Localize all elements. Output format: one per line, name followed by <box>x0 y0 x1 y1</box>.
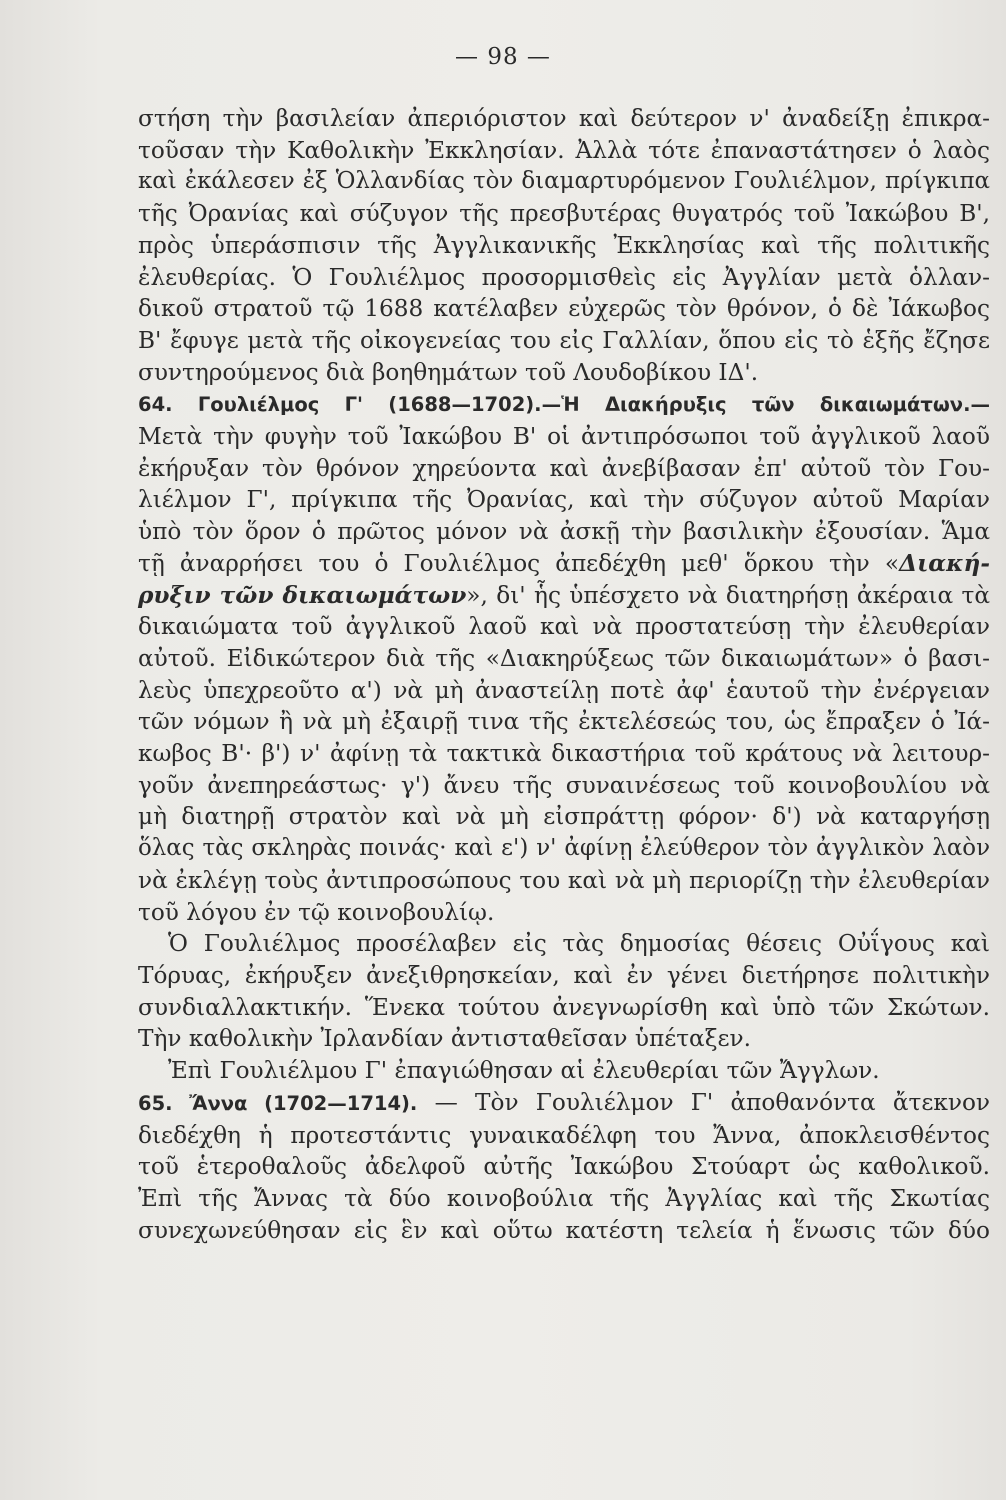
text-line: μὴ διατηρῇ στρατὸν καὶ νὰ μὴ εἰσπράττῃ φόρον· δ') νὰ καταργήσῃ <box>138 803 990 831</box>
text-line: τοῦσαν τὴν Καθολικὴν Ἐκκλησίαν. Ἀλλὰ τότε ἐπαναστάτησεν ὁ λαὸς <box>138 136 990 164</box>
text-line: Ὁ Γουλιέλμος προσέλαβεν εἰς τὰς δημοσίας θέσεις Οὐΐγους καὶ <box>168 930 990 958</box>
text-line: κωβος Β'· β') ν' ἀφίνῃ τὰ τακτικὰ δικαστήρια τοῦ κράτους νὰ λειτουρ- <box>138 740 990 768</box>
text-line: ὅλας τὰς σκληρὰς ποινάς· καὶ ε') ν' ἀφίνῃ ἐλεύθερον τὸν ἀγγλικὸν λαὸν <box>138 835 990 862</box>
section-heading-65 <box>138 1087 990 1120</box>
text-line: στήση τὴν βασιλείαν ἀπεριόριστον καὶ δεύτερον ν' ἀναδείξῃ ἐπικρα- <box>138 105 990 132</box>
text-line: ἐλευθερίας. Ὁ Γουλιέλμος προσορμισθεὶς εἰς Ἀγγλίαν μετὰ ὁλλαν- <box>138 263 990 291</box>
section-heading-64 <box>138 388 990 421</box>
text-line: πρὸς ὑπεράσπισιν τῆς Ἀγγλικανικῆς Ἐκκλησίας καὶ τῆς πολιτικῆς <box>138 231 990 259</box>
text-segment: — Τὸν Γουλιέλμον Γ' ἀποθανόντα ἄτεκνον <box>417 1088 991 1116</box>
text-line: ὑπὸ τὸν ὅρον ὁ πρῶτος μόνον νὰ ἀσκῇ τὴν βασιλικὴν ἐξουσίαν. Ἅμα <box>138 518 990 546</box>
text-line: τοῦ λόγου ἐν τῷ κοινοβουλίῳ. <box>138 898 495 926</box>
text-line: ἐκήρυξαν τὸν θρόνον χηρεύοντα καὶ ἀνεβίβασαν ἐπ' αὐτοῦ τὸν Γου- <box>138 454 990 482</box>
text-line: λεὺς ὑπεχρεοῦτο α') νὰ μὴ ἀναστείλῃ ποτὲ ἀφ' ἑαυτοῦ τὴν ἐνέργειαν <box>138 676 990 704</box>
text-line: αὐτοῦ. Εἰδικώτερον διὰ τῆς «Διακηρύξεως τῶν δικαιωμάτων» ὁ βασι- <box>138 644 990 672</box>
section-heading-text: 64. Γουλιέλμος Γ' (1688—1702).—Ἡ Διακήρυξις τῶν δικαιωμάτων.— <box>138 393 990 417</box>
text-line <box>138 580 990 612</box>
text-segment: τῇ ἀναρρήσει του ὁ Γουλιέλμος ἀπεδέχθη μεθ' ὅρκου τὴν « <box>138 549 900 577</box>
text-line: τῶν νόμων ἢ νὰ μὴ ἐξαιρῇ τινα τῆς ἐκτελέσεώς του, ὡς ἔπραξεν ὁ Ἰά- <box>138 708 990 736</box>
text-line: δικοῦ στρατοῦ τῷ 1688 κατέλαβεν εὐχερῶς τὸν θρόνον, ὁ δὲ Ἰάκωβος <box>138 295 990 323</box>
text-segment: », δι' ἧς ὑπέσχετο νὰ διατηρήσῃ ἀκέραια τὰ <box>466 581 990 609</box>
text-line <box>138 548 990 580</box>
text-line: συνεχωνεύθησαν εἰς ἓν καὶ οὕτω κατέστη τελεία ἡ ἕνωσις τῶν δύο <box>138 1216 990 1244</box>
text-line: λιέλμον Γ', πρίγκιπα τῆς Ὀρανίας, καὶ τὴν σύζυγον αὐτοῦ Μαρίαν <box>138 486 990 514</box>
text-line: διεδέχθη ἡ προτεστάντις γυναικαδέλφη του Ἄννα, ἀποκλεισθέντος <box>138 1121 990 1149</box>
page-number: — 98 — <box>455 44 551 70</box>
text-line: Ἐπὶ Γουλιέλμου Γ' ἐπαγιώθησαν αἱ ἐλευθερίαι τῶν Ἄγγλων. <box>168 1057 880 1085</box>
text-line: νὰ ἐκλέγῃ τοὺς ἀντιπροσώπους του καὶ νὰ μὴ περιορίζῃ τὴν ἐλευθερίαν <box>138 866 990 894</box>
text-line: τῆς Ὀρανίας καὶ σύζυγον τῆς πρεσβυτέρας θυγατρός τοῦ Ἰακώβου Β', <box>138 200 990 228</box>
text-line: γοῦν ἀνεπηρεάστως· γ') ἄνευ τῆς συναινέσεως τοῦ κοινοβουλίου νὰ <box>138 771 990 799</box>
text-line: τοῦ ἑτεροθαλοῦς ἀδελφοῦ αὐτῆς Ἰακώβου Στούαρτ ὡς καθολικοῦ. <box>138 1153 990 1181</box>
text-line: Ἐπὶ τῆς Ἄννας τὰ δύο κοινοβούλια τῆς Ἀγγλίας καὶ τῆς Σκωτίας <box>138 1184 990 1212</box>
body-text <box>138 103 990 1246</box>
text-line: καὶ ἐκάλεσεν ἐξ Ὁλλανδίας τὸν διαμαρτυρόμενον Γουλιέλμον, πρίγκιπα <box>138 168 990 195</box>
text-line: συντηρούμενος διὰ βοηθημάτων τοῦ Λουδοβίκου ΙΔ'. <box>138 358 759 386</box>
section-heading-text: 65. Ἄννα (1702—1714). <box>138 1091 418 1115</box>
text-line: δικαιώματα τοῦ ἀγγλικοῦ λαοῦ καὶ νὰ προστατεύσῃ τὴν ἐλευθερίαν <box>138 613 990 641</box>
text-line: συνδιαλλακτικήν. Ἕνεκα τούτου ἀνεγνωρίσθη καὶ ὑπὸ τῶν Σκώτων. <box>138 993 990 1021</box>
text-line: Τόρυας, ἐκήρυξεν ἀνεξιθρησκείαν, καὶ ἐν γένει διετήρησε πολιτικὴν <box>138 961 990 989</box>
text-line: Β' ἔφυγε μετὰ τῆς οἰκογενείας του εἰς Γαλλίαν, ὅπου εἰς τὸ ἑξῆς ἔζησε <box>138 326 990 354</box>
text-line: Μετὰ τὴν φυγὴν τοῦ Ἰακώβου Β' οἱ ἀντιπρόσωποι τοῦ ἀγγλικοῦ λαοῦ <box>138 423 990 451</box>
emphasis-text: Διακή- <box>899 549 990 577</box>
emphasis-text: ρυξιν τῶν δικαιωμάτων <box>138 581 467 609</box>
text-line: Τὴν καθολικὴν Ἰρλανδίαν ἀντισταθεῖσαν ὑπέταξεν. <box>138 1025 751 1053</box>
